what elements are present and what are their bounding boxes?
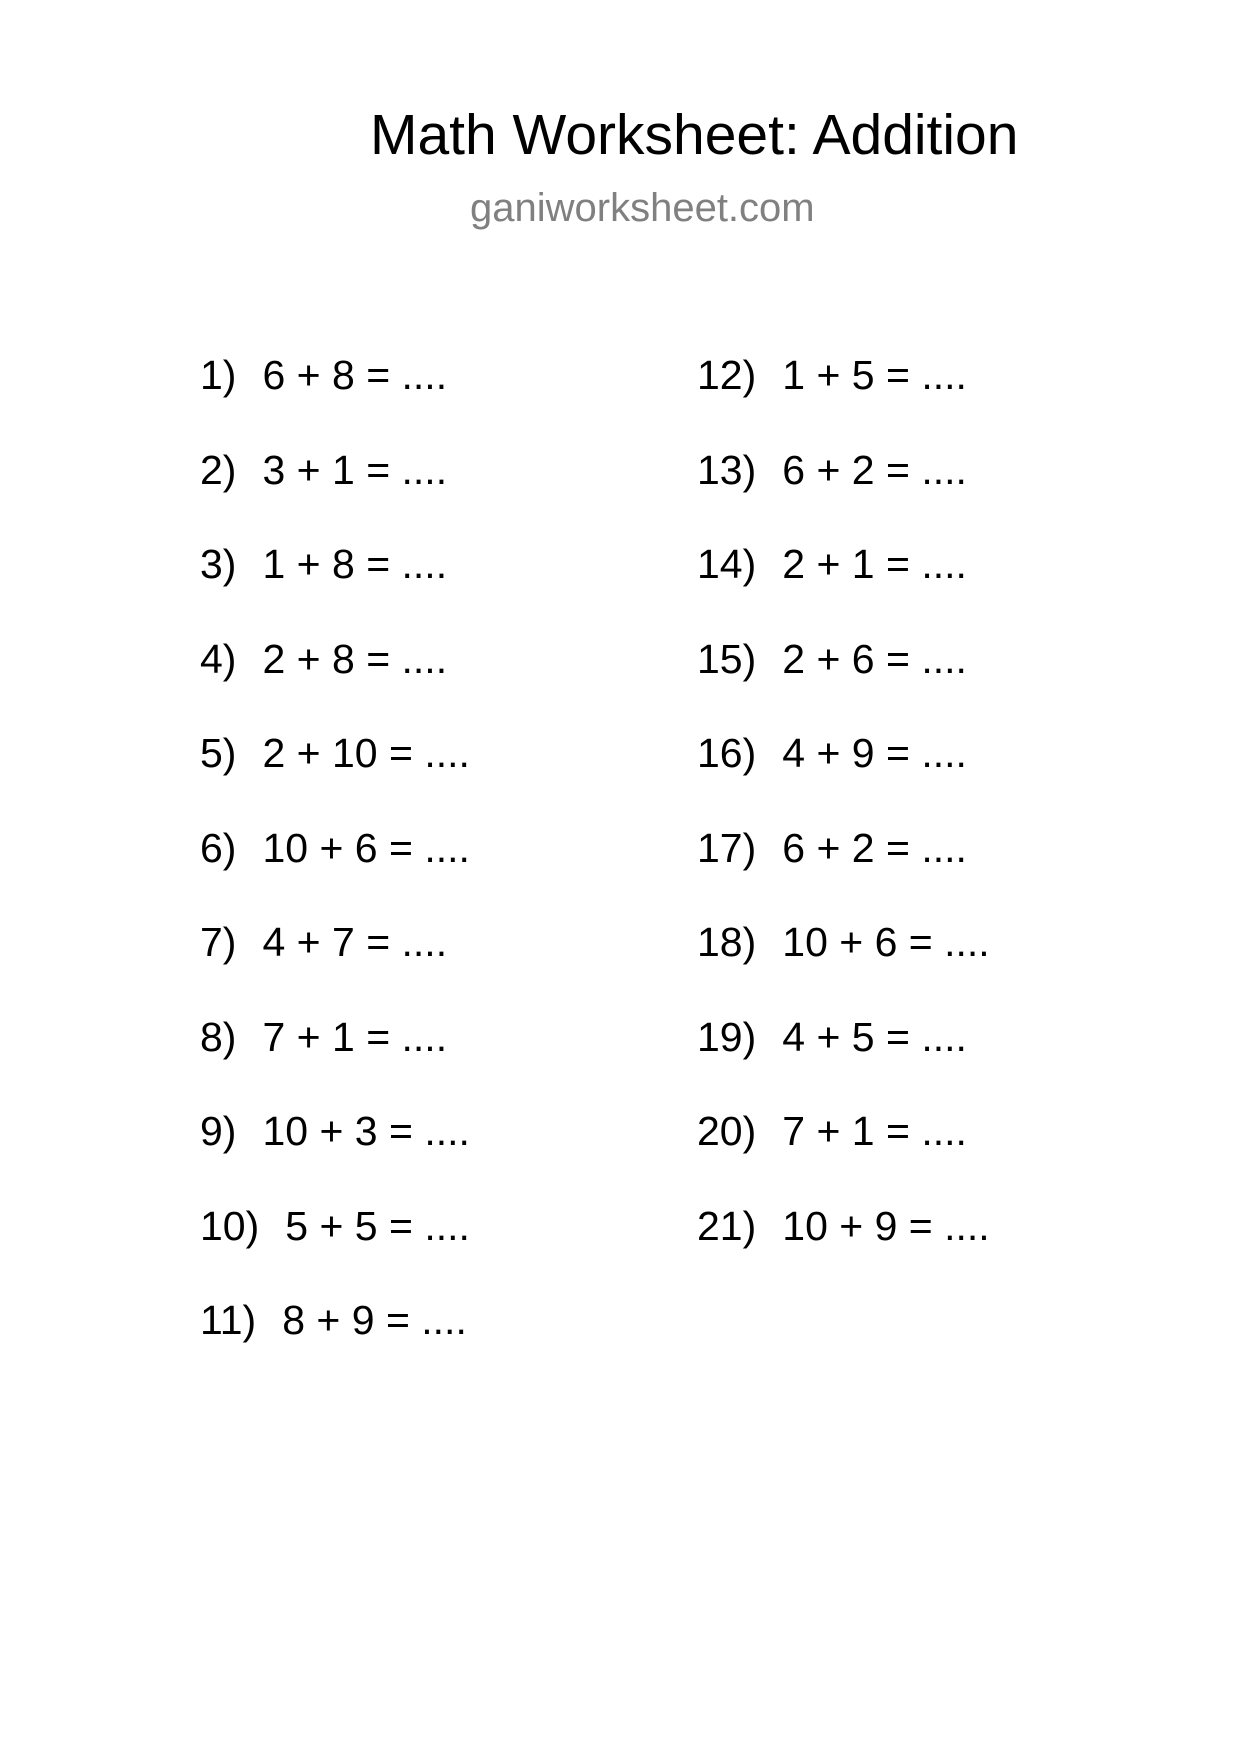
problem-expression: 10 + 9 = .... xyxy=(782,1202,990,1249)
problem-number: 14) xyxy=(697,541,757,587)
problem-number: 12) xyxy=(697,352,757,398)
problem-expression: 2 + 8 = .... xyxy=(262,635,448,682)
problem-number: 19) xyxy=(697,1013,757,1060)
problem-item xyxy=(200,823,470,918)
problem-number: 6) xyxy=(200,824,237,871)
problem-number: 21) xyxy=(697,1202,757,1249)
problem-expression: 10 + 6 = .... xyxy=(262,824,470,871)
problem-expression: 8 + 9 = .... xyxy=(282,1297,467,1343)
problem-number: 20) xyxy=(697,1108,757,1154)
problem-item xyxy=(697,917,990,1012)
problem-item xyxy=(200,1012,470,1107)
problem-item xyxy=(697,634,990,729)
problem-number: 8) xyxy=(200,1013,237,1060)
problem-number: 17) xyxy=(697,824,757,871)
problem-expression: 4 + 9 = .... xyxy=(782,730,967,776)
problem-number: 10) xyxy=(200,1202,260,1249)
problem-expression: 2 + 1 = .... xyxy=(782,541,967,587)
problem-item xyxy=(697,350,990,445)
problem-item xyxy=(697,728,990,823)
problem-item xyxy=(697,1012,990,1107)
problem-number: 3) xyxy=(200,541,237,587)
problem-item xyxy=(697,445,990,540)
problem-expression: 5 + 5 = .... xyxy=(285,1202,470,1249)
problem-expression: 6 + 2 = .... xyxy=(782,824,967,871)
problem-expression: 1 + 8 = .... xyxy=(262,541,448,587)
problem-item xyxy=(200,1201,470,1296)
problem-item xyxy=(697,539,990,634)
problem-number: 18) xyxy=(697,919,757,965)
problem-expression: 2 + 6 = .... xyxy=(782,635,967,682)
problem-number: 11) xyxy=(200,1297,257,1343)
problem-item xyxy=(200,728,470,823)
problem-number: 9) xyxy=(200,1108,237,1154)
problem-column-left xyxy=(200,350,470,1390)
problem-number: 2) xyxy=(200,446,237,493)
problem-item xyxy=(697,1201,990,1296)
problem-item xyxy=(697,823,990,918)
problem-expression: 6 + 8 = .... xyxy=(262,352,448,398)
problem-item xyxy=(200,634,470,729)
problem-number: 5) xyxy=(200,730,237,776)
problem-number: 1) xyxy=(200,352,237,398)
problem-column-right xyxy=(697,350,990,1295)
problem-number: 16) xyxy=(697,730,757,776)
problem-expression: 1 + 5 = .... xyxy=(782,352,967,398)
problem-number: 13) xyxy=(697,446,757,493)
problem-number: 7) xyxy=(200,919,237,965)
problem-expression: 3 + 1 = .... xyxy=(262,446,448,493)
page-title: Math Worksheet: Addition xyxy=(370,103,1019,167)
problem-item xyxy=(200,350,470,445)
problem-item xyxy=(200,1106,470,1201)
problem-expression: 7 + 1 = .... xyxy=(262,1013,448,1060)
problem-item xyxy=(200,539,470,634)
problem-item xyxy=(200,917,470,1012)
problem-item xyxy=(697,1106,990,1201)
problem-expression: 10 + 3 = .... xyxy=(262,1108,470,1154)
problem-expression: 10 + 6 = .... xyxy=(782,919,990,965)
problem-number: 15) xyxy=(697,635,757,682)
problem-expression: 7 + 1 = .... xyxy=(782,1108,967,1154)
problem-item xyxy=(200,1295,470,1390)
site-url: ganiworksheet.com xyxy=(470,186,815,230)
problem-expression: 2 + 10 = .... xyxy=(262,730,470,776)
problem-number: 4) xyxy=(200,635,237,682)
problem-expression: 4 + 7 = .... xyxy=(262,919,448,965)
problem-item xyxy=(200,445,470,540)
problem-expression: 6 + 2 = .... xyxy=(782,446,967,493)
problem-expression: 4 + 5 = .... xyxy=(782,1013,967,1060)
